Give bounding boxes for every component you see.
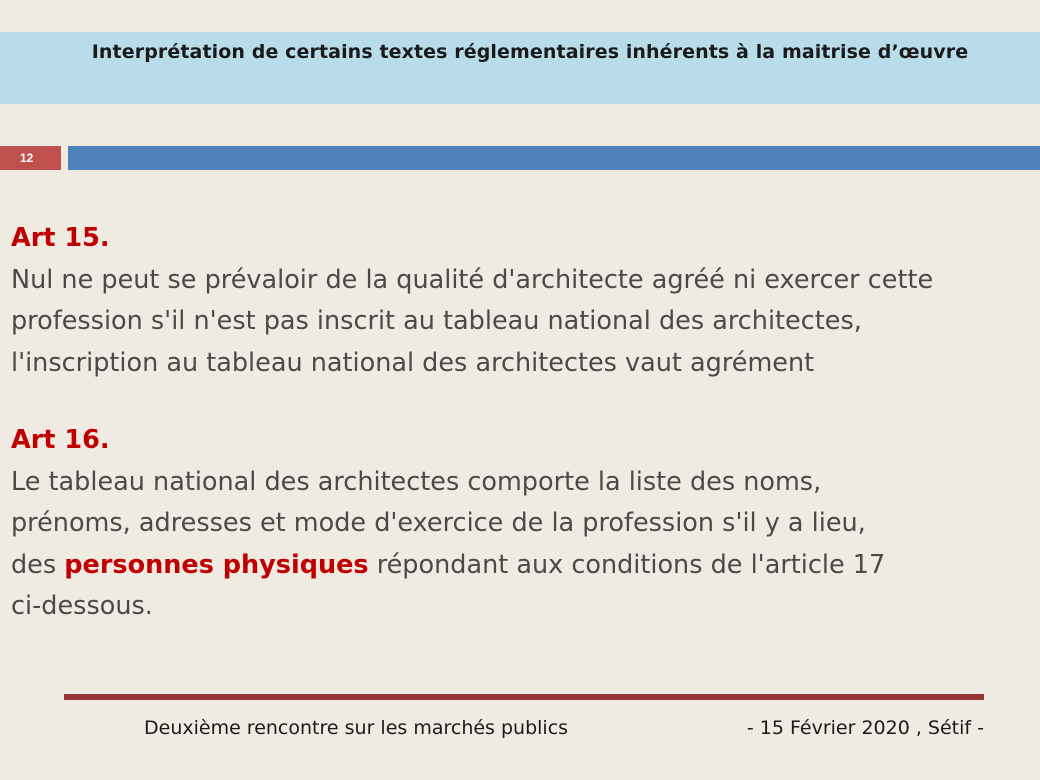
slide-body (11, 218, 1021, 628)
article-16-text-after: répondant aux conditions de l'article 17 ci-dessous. (11, 549, 886, 621)
article-15-title: Art 15. (11, 223, 110, 253)
article-16-text (11, 462, 911, 628)
article-16-text-before: Le tableau national des architectes comporte la liste des noms, prénoms, adresses et mode d'exercice de la profession s'il y a lieu, des (11, 466, 866, 580)
top-accent-bar (68, 146, 1040, 170)
article-16-title: Art 16. (11, 425, 110, 455)
footer-event-name: Deuxième rencontre sur les marchés publics (144, 717, 569, 739)
article-16-highlight: personnes physiques (64, 549, 369, 580)
footer-rule (64, 694, 984, 700)
slide-number-badge: 12 (0, 146, 61, 170)
footer-date-location: - 15 Février 2020 , Sétif - (746, 717, 984, 739)
article-15-text: Nul ne peut se prévaloir de la qualité d'architecte agréé ni exercer cette profession s'il n'est pas inscrit au tableau national des architectes, l'inscription au tableau national des architectes vaut agrément (11, 264, 934, 378)
spacer (11, 384, 1021, 420)
slide-header-title: Interprétation de certains textes réglementaires inhérents à la maitrise d’œuvre (91, 41, 969, 63)
